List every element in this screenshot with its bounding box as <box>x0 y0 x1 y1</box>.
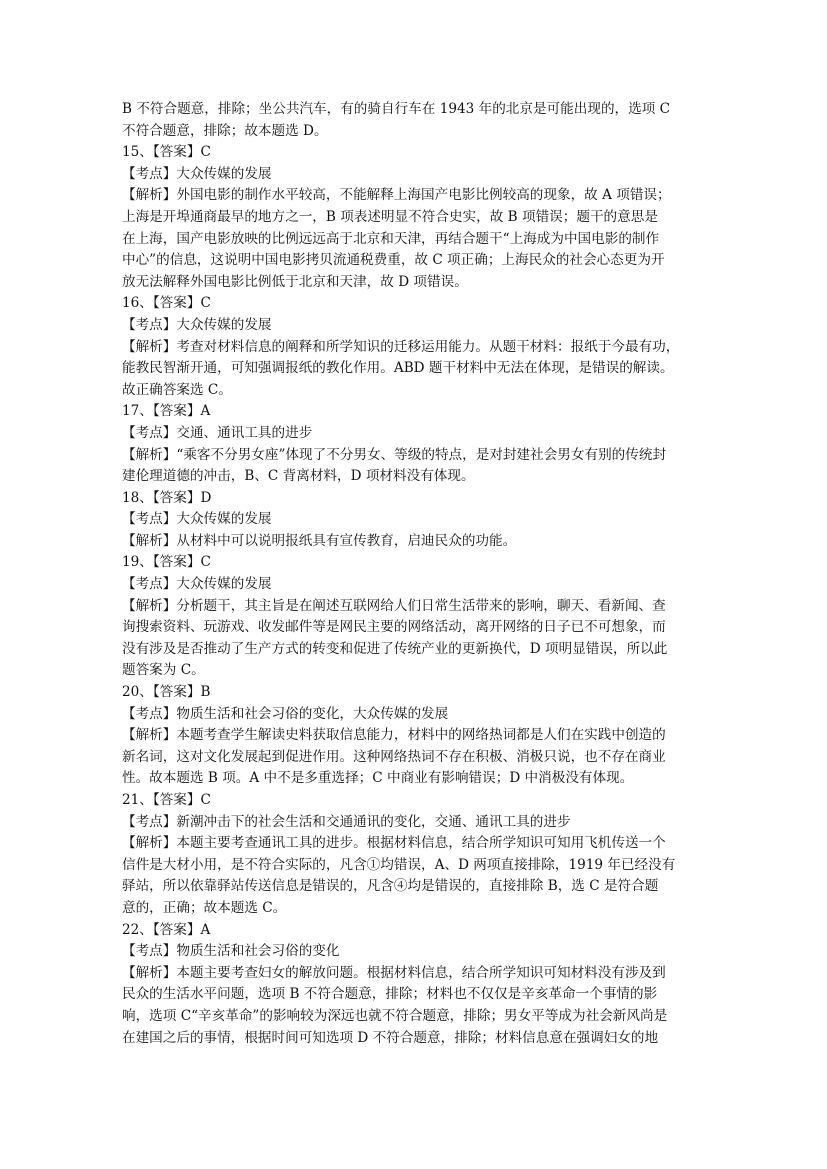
analysis-line: 【解析】本题主要考查妇女的解放问题。根据材料信息，结合所学知识可知材料没有涉及到 <box>122 964 666 981</box>
analysis-line: 能教民智渐开通，可知强调报纸的教化作用。ABD 题干材料中无法在体现，是错误的解读。 <box>122 360 674 377</box>
analysis-line: 【解析】分析题干，其主旨是在阐述互联网给人们日常生活带来的影响，聊天、看新闻、查 <box>122 597 666 614</box>
answer-item <box>122 790 708 920</box>
exam-point: 【考点】大众传媒的发展 <box>122 165 272 182</box>
analysis-line: 响，选项 C“辛亥革命”的影响较为深远也就不符合题意，排除；男女平等成为社会新风尚是 <box>122 1007 668 1024</box>
previous-answer-continuation <box>122 99 708 142</box>
analysis-line: 没有涉及是否推动了生产方式的转变和促进了传统产业的更新换代，D 项明显错误，所以此 <box>122 640 668 657</box>
analysis-line: 建伦理道德的冲击，B、C 背离材料，D 项材料没有体现。 <box>122 468 475 485</box>
answer-item <box>122 293 708 401</box>
analysis-line: 【解析】本题主要考查通讯工具的进步。根据材料信息，结合所学知识可知用飞机传送一个 <box>122 835 666 852</box>
exam-point: 【考点】物质生活和社会习俗的变化 <box>122 943 340 960</box>
analysis-line: 中心”的信息，这说明中国电影拷贝流通税费重，故 C 项正确；上海民众的社会心态更为开 <box>122 252 665 269</box>
analysis-line: 【解析】从材料中可以说明报纸具有宣传教育，启迪民众的功能。 <box>122 532 517 549</box>
answer-heading: 17、【答案】A <box>122 403 211 420</box>
answer-item <box>122 552 708 682</box>
analysis-line: 信件是大材小用，是不符合实际的，凡含①均错误，A、D 两项直接排除，1919 年已经没有 <box>122 856 676 873</box>
analysis-line: 在建国之后的事情，根据时间可知选项 D 不符合题意，排除；材料信息意在强调妇女的地 <box>122 1029 659 1046</box>
analysis-line: 民众的生活水平问题，选项 B 不符合题意，排除；材料也不仅仅是辛亥革命一个事情的影 <box>122 986 658 1003</box>
analysis-line: 故正确答案选 C。 <box>122 381 232 398</box>
answer-item <box>122 682 708 790</box>
answer-heading: 20、【答案】B <box>122 684 211 701</box>
exam-point: 【考点】大众传媒的发展 <box>122 511 272 528</box>
analysis-line: 【解析】考查对材料信息的阐释和所学知识的迁移运用能力。从题干材料：报纸于今最有功， <box>122 338 680 355</box>
answer-item <box>122 401 708 487</box>
text-line: B 不符合题意，排除；坐公共汽车，有的骑自行车在 1943 年的北京是可能出现的，选项 C <box>122 101 671 117</box>
exam-point: 【考点】大众传媒的发展 <box>122 576 272 593</box>
analysis-line: 【解析】本题考查学生解读史料获取信息能力，材料中的网络热词都是人们在实践中创造的 <box>122 727 666 744</box>
answer-item <box>122 488 708 553</box>
analysis-line: 性。故本题选 B 项。A 中不是多重选择；C 中商业有影响错误；D 中消极没有体现。 <box>122 770 634 787</box>
answer-heading: 16、【答案】C <box>122 295 211 312</box>
analysis-line: 新名词，这对文化发展起到促进作用。这种网络热词不存在积极、消极只说，也不存在商业 <box>122 748 666 765</box>
analysis-line: 驿站，所以依靠驿站传送信息是错误的，凡含④均是错误的，直接排除 B，选 C 是符合题 <box>122 878 659 895</box>
exam-point: 【考点】交通、通讯工具的进步 <box>122 424 313 441</box>
exam-point: 【考点】新潮冲击下的社会生活和交通通讯的变化，交通、通讯工具的进步 <box>122 813 571 830</box>
analysis-line: 上海是开埠通商最早的地方之一，B 项表述明显不符合史实，故 B 项错误；题干的意思是 <box>122 208 658 225</box>
answer-key-page <box>122 99 708 1049</box>
answer-heading: 19、【答案】C <box>122 554 211 571</box>
answer-heading: 18、【答案】D <box>122 489 212 506</box>
analysis-line: 意的，正确；故本题选 C。 <box>122 899 287 916</box>
exam-point: 【考点】大众传媒的发展 <box>122 316 272 333</box>
answer-heading: 22、【答案】A <box>122 921 211 938</box>
analysis-line: 【解析】“乘客不分男女座”体现了不分男女、等级的特点，是对封建社会男女有别的传统封 <box>122 446 667 463</box>
answer-item-list <box>122 142 708 1049</box>
answer-item <box>122 142 708 293</box>
exam-point: 【考点】物质生活和社会习俗的变化，大众传媒的发展 <box>122 705 449 722</box>
text-line: 不符合题意，排除；故本题选 D。 <box>122 122 328 139</box>
analysis-line: 询搜索资料、玩游戏、收发邮件等是网民主要的网络活动，离开网络的日子已不可想象，而 <box>122 619 666 636</box>
analysis-line: 题答案为 C。 <box>122 662 205 679</box>
answer-heading: 21、【答案】C <box>122 792 211 808</box>
analysis-line: 放无法解释外国电影比例低于北京和天津，故 D 项错误。 <box>122 273 468 290</box>
answer-heading: 15、【答案】C <box>122 144 211 161</box>
analysis-line: 在上海，国产电影放映的比例远远高于北京和天津，再结合题干“上海成为中国电影的制作 <box>122 230 660 247</box>
analysis-line: 【解析】外国电影的制作水平较高，不能解释上海国产电影比例较高的现象，故 A 项错误； <box>122 187 671 204</box>
answer-item <box>122 920 708 1050</box>
